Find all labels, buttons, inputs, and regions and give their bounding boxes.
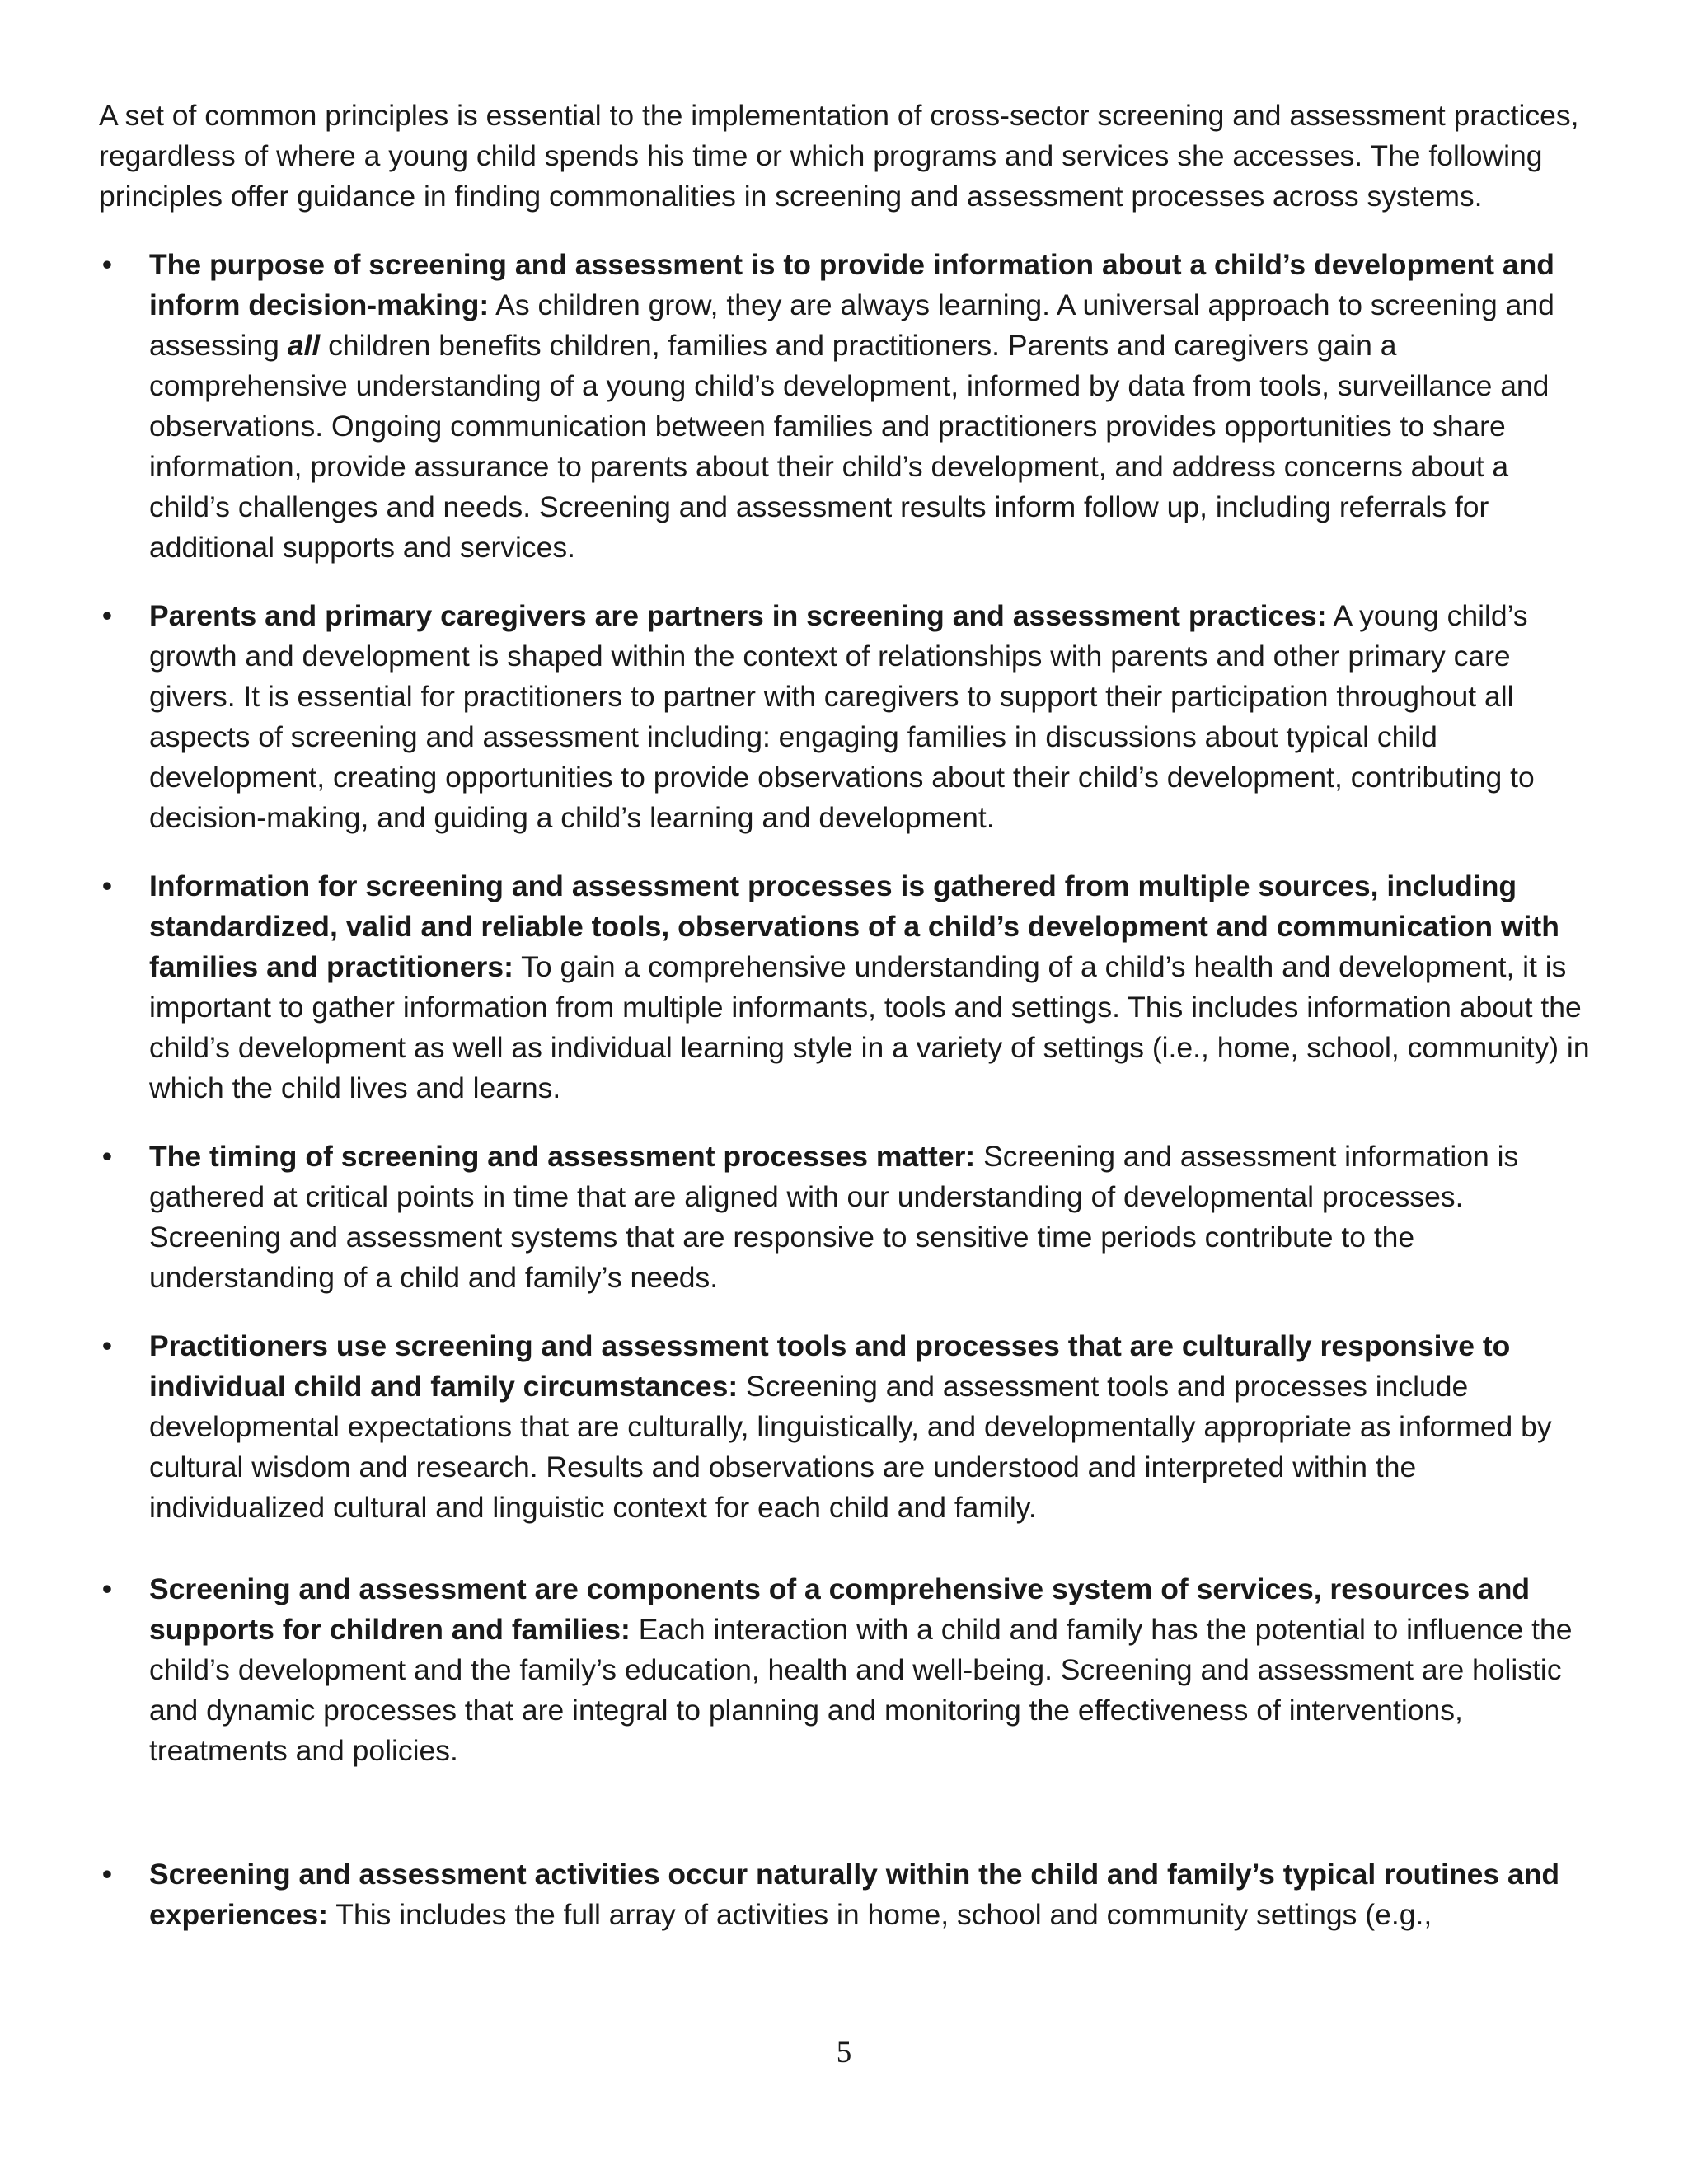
bullet-icon: • [101, 248, 113, 281]
principle-item [99, 596, 1591, 838]
principle-body: Each interaction with a child and family has the potential to influence the child’s development and the family’s education, health and well-being. Screening and assessment are holistic and dynamic processes that are integral to planning and monitoring the effectiveness of interventions, treatments and policies. [149, 1613, 1573, 1767]
bullet-icon: • [101, 599, 113, 632]
principle-heading: The purpose of screening and assessment is to provide information about a child’s development and inform decision-making: [149, 248, 1554, 321]
principle-item [99, 1854, 1591, 1935]
principle-item [99, 1326, 1591, 1528]
principle-body: A young child’s growth and development is shaped within the context of relationships with parents and other primary care givers. It is essential for practitioners to partner with caregivers to support their participation throughout all aspects of screening and assessment including: engaging families in discussions about typical child development, creating opportunities to provide observations about their child’s development, contributing to decision-making, and guiding a child’s learning and development. [149, 599, 1535, 834]
principle-heading: The timing of screening and assessment processes matter: [149, 1140, 976, 1173]
page-content [99, 96, 1591, 1963]
intro-paragraph: A set of common principles is essential to the implementation of cross-sector screening and assessment practices, regardless of where a young child spends his time or which programs and services she accesses. The following principles offer guidance in finding commonalities in screening and assessment processes across systems. [99, 99, 1579, 213]
principle-heading: Information for screening and assessment processes is gathered from multiple sources, including standardized, valid and reliable tools, observations of a child’s development and communication with families and practitioners: [149, 869, 1559, 983]
principle-body: This includes the full array of activities in home, school and community settings (e.g., [328, 1898, 1432, 1931]
principle-body: Screening and assessment information is gathered at critical points in time that are aligned with our understanding of developmental processes. Screening and assessment systems that are responsive to sensitive time periods contribute to the understanding of a child and family’s needs. [149, 1140, 1519, 1294]
principle-body: To gain a comprehensive understanding of a child’s health and development, it is important to gather information from multiple informants, tools and settings. This includes information about the child’s development as well as individual learning style in a variety of settings (i.e., home, school, community) in which the child lives and learns. [149, 950, 1590, 1104]
bullet-icon: • [101, 1140, 113, 1173]
bullet-icon: • [101, 1572, 113, 1605]
principle-body-emphasis: all [287, 329, 321, 362]
principle-item [99, 245, 1591, 568]
principle-heading: Screening and assessment are components of a comprehensive system of services, resources and supports for children and families: [149, 1572, 1531, 1646]
page-number: 5 [836, 2036, 852, 2069]
principle-body: As children grow, they are always learning. A universal approach to screening and assessing [149, 288, 1554, 362]
principle-heading: Practitioners use screening and assessment tools and processes that are culturally responsive to individual child and family circumstances: [149, 1329, 1511, 1403]
principle-item [99, 866, 1591, 1108]
bullet-icon: • [101, 869, 113, 902]
bullet-icon: • [101, 1858, 113, 1891]
principle-item [99, 1137, 1591, 1298]
principles-list [99, 245, 1591, 1935]
principle-heading: Parents and primary caregivers are partners in screening and assessment practices: [149, 599, 1327, 632]
principle-heading: Screening and assessment activities occur naturally within the child and family’s typical routines and experiences: [149, 1858, 1560, 1931]
bullet-icon: • [101, 1329, 113, 1362]
principle-body: children benefits children, families and practitioners. Parents and caregivers gain a comprehensive understanding of a young child’s development, informed by data from tools, surveillance and observations. Ongoing communication between families and practitioners provides opportunities to share information, provide assurance to parents about their child’s development, and address concerns about a child’s challenges and needs. Screening and assessment results inform follow up, including referrals for additional supports and services. [149, 329, 1550, 564]
principle-body: Screening and assessment tools and processes include developmental expectations that are culturally, linguistically, and developmentally appropriate as informed by cultural wisdom and research. Results and observations are understood and interpreted within the individualized cultural and linguistic context for each child and family. [149, 1370, 1552, 1524]
principle-item [99, 1569, 1591, 1771]
